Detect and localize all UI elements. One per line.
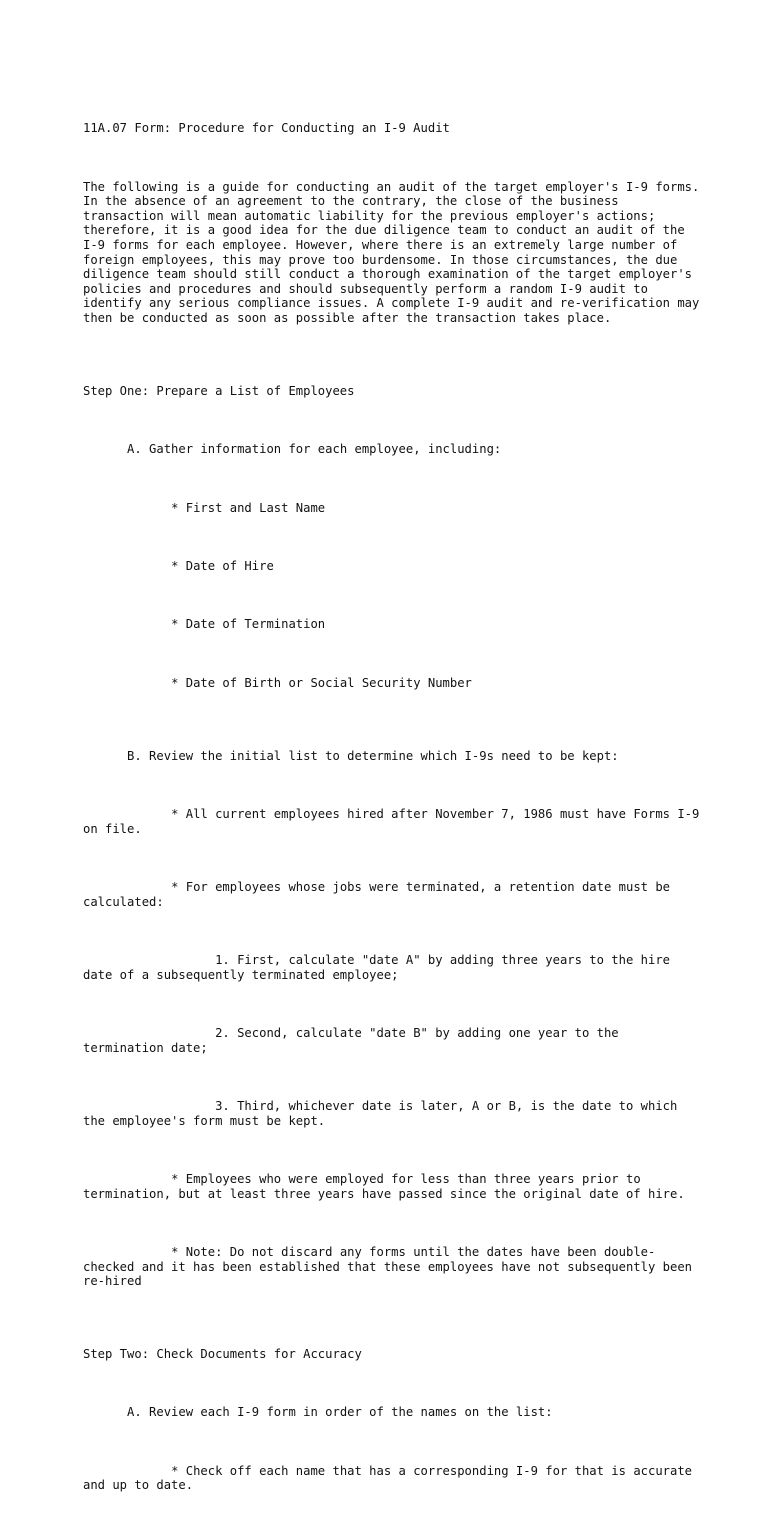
list-item: * Date of Birth or Social Security Number: [83, 675, 472, 690]
step-one-b-label: B. Review the initial list to determine which I-9s need to be kept:: [83, 748, 619, 763]
note-item: * Note: Do not discard any forms until the dates have been double-checked and it has been established that these employees have not subsequently been re-hired: [83, 1244, 700, 1289]
list-item: * Employees who were employed for less than three years prior to termination, but at least three years have passed since the original date of hire.: [83, 1171, 685, 1201]
intro-paragraph: The following is a guide for conducting an audit of the target employer's I-9 forms. In the absence of an agreement to the contrary, the close of the business transaction will mean automatic liability for the previous employer's actions; therefore, it is a good idea for the due diligence team to conduct an audit of the I-9 forms for each employee. However, where there is an extremely large number of foreign employees, this may prove too burdensome. In those circumstances, the due diligence team should still conduct a thorough examination of the target employer's policies and procedures and should subsequently perform a random I-9 audit to identify any serious compliance issues. A complete I-9 audit and re-verification may then be conducted as soon as possible after the transaction takes place.: [83, 179, 707, 325]
step-two-a-label: A. Review each I-9 form in order of the names on the list:: [83, 1405, 553, 1420]
step-one-heading: Step One: Prepare a List of Employees: [83, 383, 355, 398]
numbered-step: 1. First, calculate "date A" by adding three years to the hire date of a subsequently terminated employee;: [83, 953, 678, 982]
list-item: * All current employees hired after November 7, 1986 must have Forms I-9 on file.: [83, 807, 707, 836]
numbered-step: 2. Second, calculate "date B" by adding one year to the termination date;: [83, 1026, 626, 1055]
list-item: * Date of Termination: [83, 617, 326, 632]
list-item: * Check off each name that has a corresponding I-9 for that is accurate and up to date.: [83, 1463, 700, 1493]
list-item: * For employees whose jobs were terminated, a retention date must be calculated:: [83, 880, 678, 909]
list-item: * Date of Hire: [83, 559, 274, 573]
step-two-heading: Step Two: Check Documents for Accuracy: [83, 1347, 362, 1362]
numbered-step: 3. Third, whichever date is later, A or B, is the date to which the employee's form must be kept.: [83, 1098, 685, 1128]
document-title: 11A.07 Form: Procedure for Conducting an I-9 Audit: [83, 121, 450, 136]
document-page: [83, 92, 707, 1522]
list-item: * First and Last Name: [83, 500, 326, 515]
step-one-a-label: A. Gather information for each employee, including:: [83, 442, 502, 457]
